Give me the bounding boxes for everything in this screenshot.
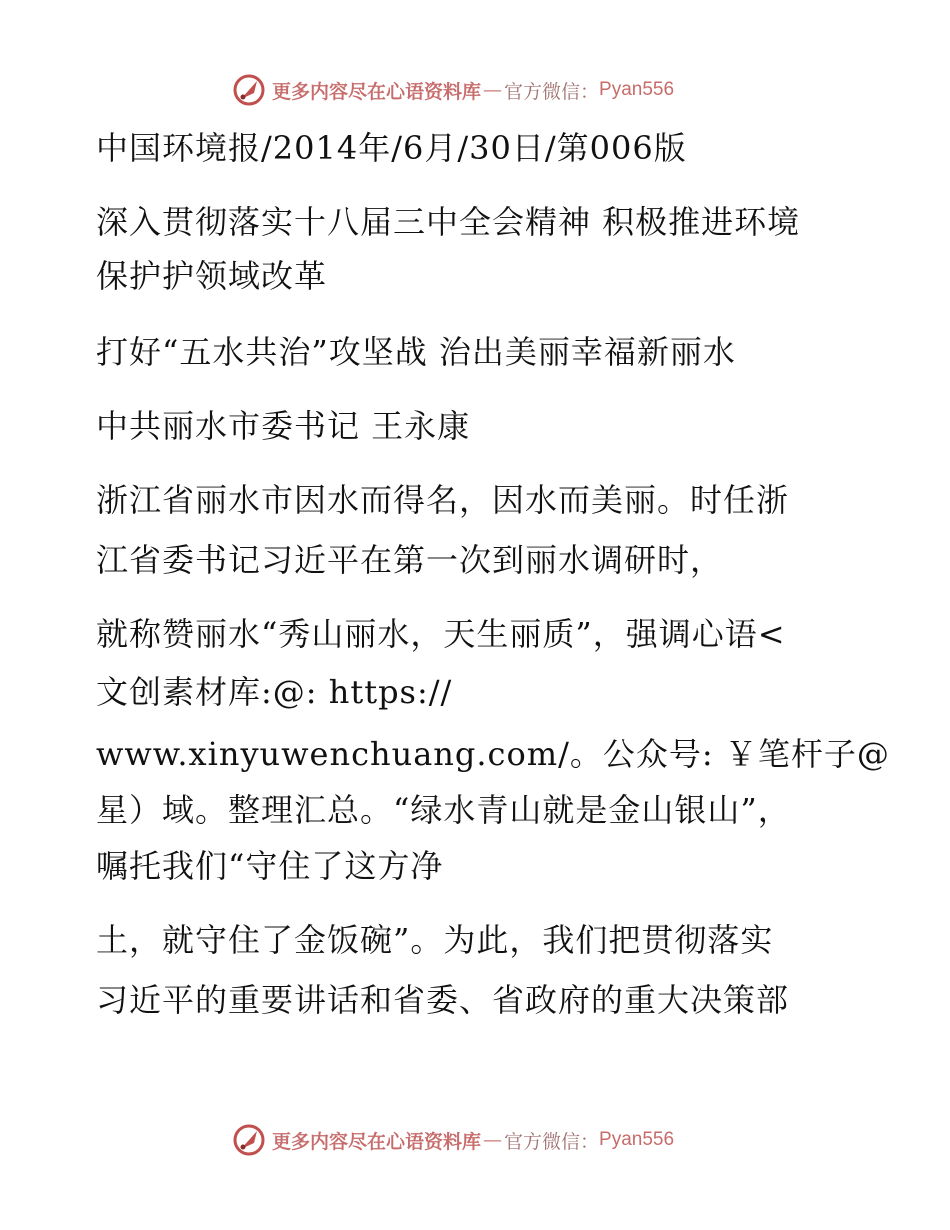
quill-logo-icon [232, 1123, 266, 1157]
watermark-wechat-id: Pyan556 [599, 1129, 675, 1150]
watermark-main-text: 更多内容尽在心语资料库 [272, 1130, 482, 1153]
article-author: 中共丽水市委书记 王永康 [96, 407, 471, 445]
body-line: 习近平的重要讲话和省委、省政府的重大决策部 [96, 981, 790, 1019]
watermark-wechat-id: Pyan556 [599, 79, 675, 100]
body-line: www.xinyuwenchuang.com/。公众号: ￥笔杆子@ [96, 735, 890, 773]
article-series-title-cont: 保护护领域改革 [96, 257, 328, 295]
body-line: 土，就守住了金饭碗”。为此，我们把贯彻落实 [96, 921, 774, 959]
body-line: 就称赞丽水“秀山丽水，天生丽质”，强调心语< [96, 615, 786, 653]
watermark-sub-text: 官方微信： [504, 1130, 600, 1153]
watermark-sub-text: 官方微信： [504, 80, 600, 103]
body-line: 浙江省丽水市因水而得名，因水而美丽。时任浙 [96, 481, 790, 519]
footer-watermark [232, 1120, 674, 1160]
body-line: 江省委书记习近平在第一次到丽水调研时， [96, 541, 724, 579]
body-line: 嘱托我们“守住了这方净 [96, 847, 444, 885]
article-headline: 打好“五水共治”攻坚战 治出美丽幸福新丽水 [96, 333, 736, 371]
header-watermark [232, 70, 674, 110]
quill-logo-icon [232, 73, 266, 107]
watermark-main-text: 更多内容尽在心语资料库 [272, 80, 482, 103]
article-series-title: 深入贯彻落实十八届三中全会精神 积极推进环境 [96, 203, 801, 241]
body-line: 文创素材库:@: https:// [96, 673, 453, 711]
body-line: 星）域。整理汇总。“绿水青山就是金山银山”， [96, 791, 791, 829]
watermark-dash: — [483, 79, 503, 101]
article-source-line: 中国环境报/2014年/6月/30日/第006版 [96, 129, 687, 167]
watermark-dash: — [483, 1129, 503, 1151]
